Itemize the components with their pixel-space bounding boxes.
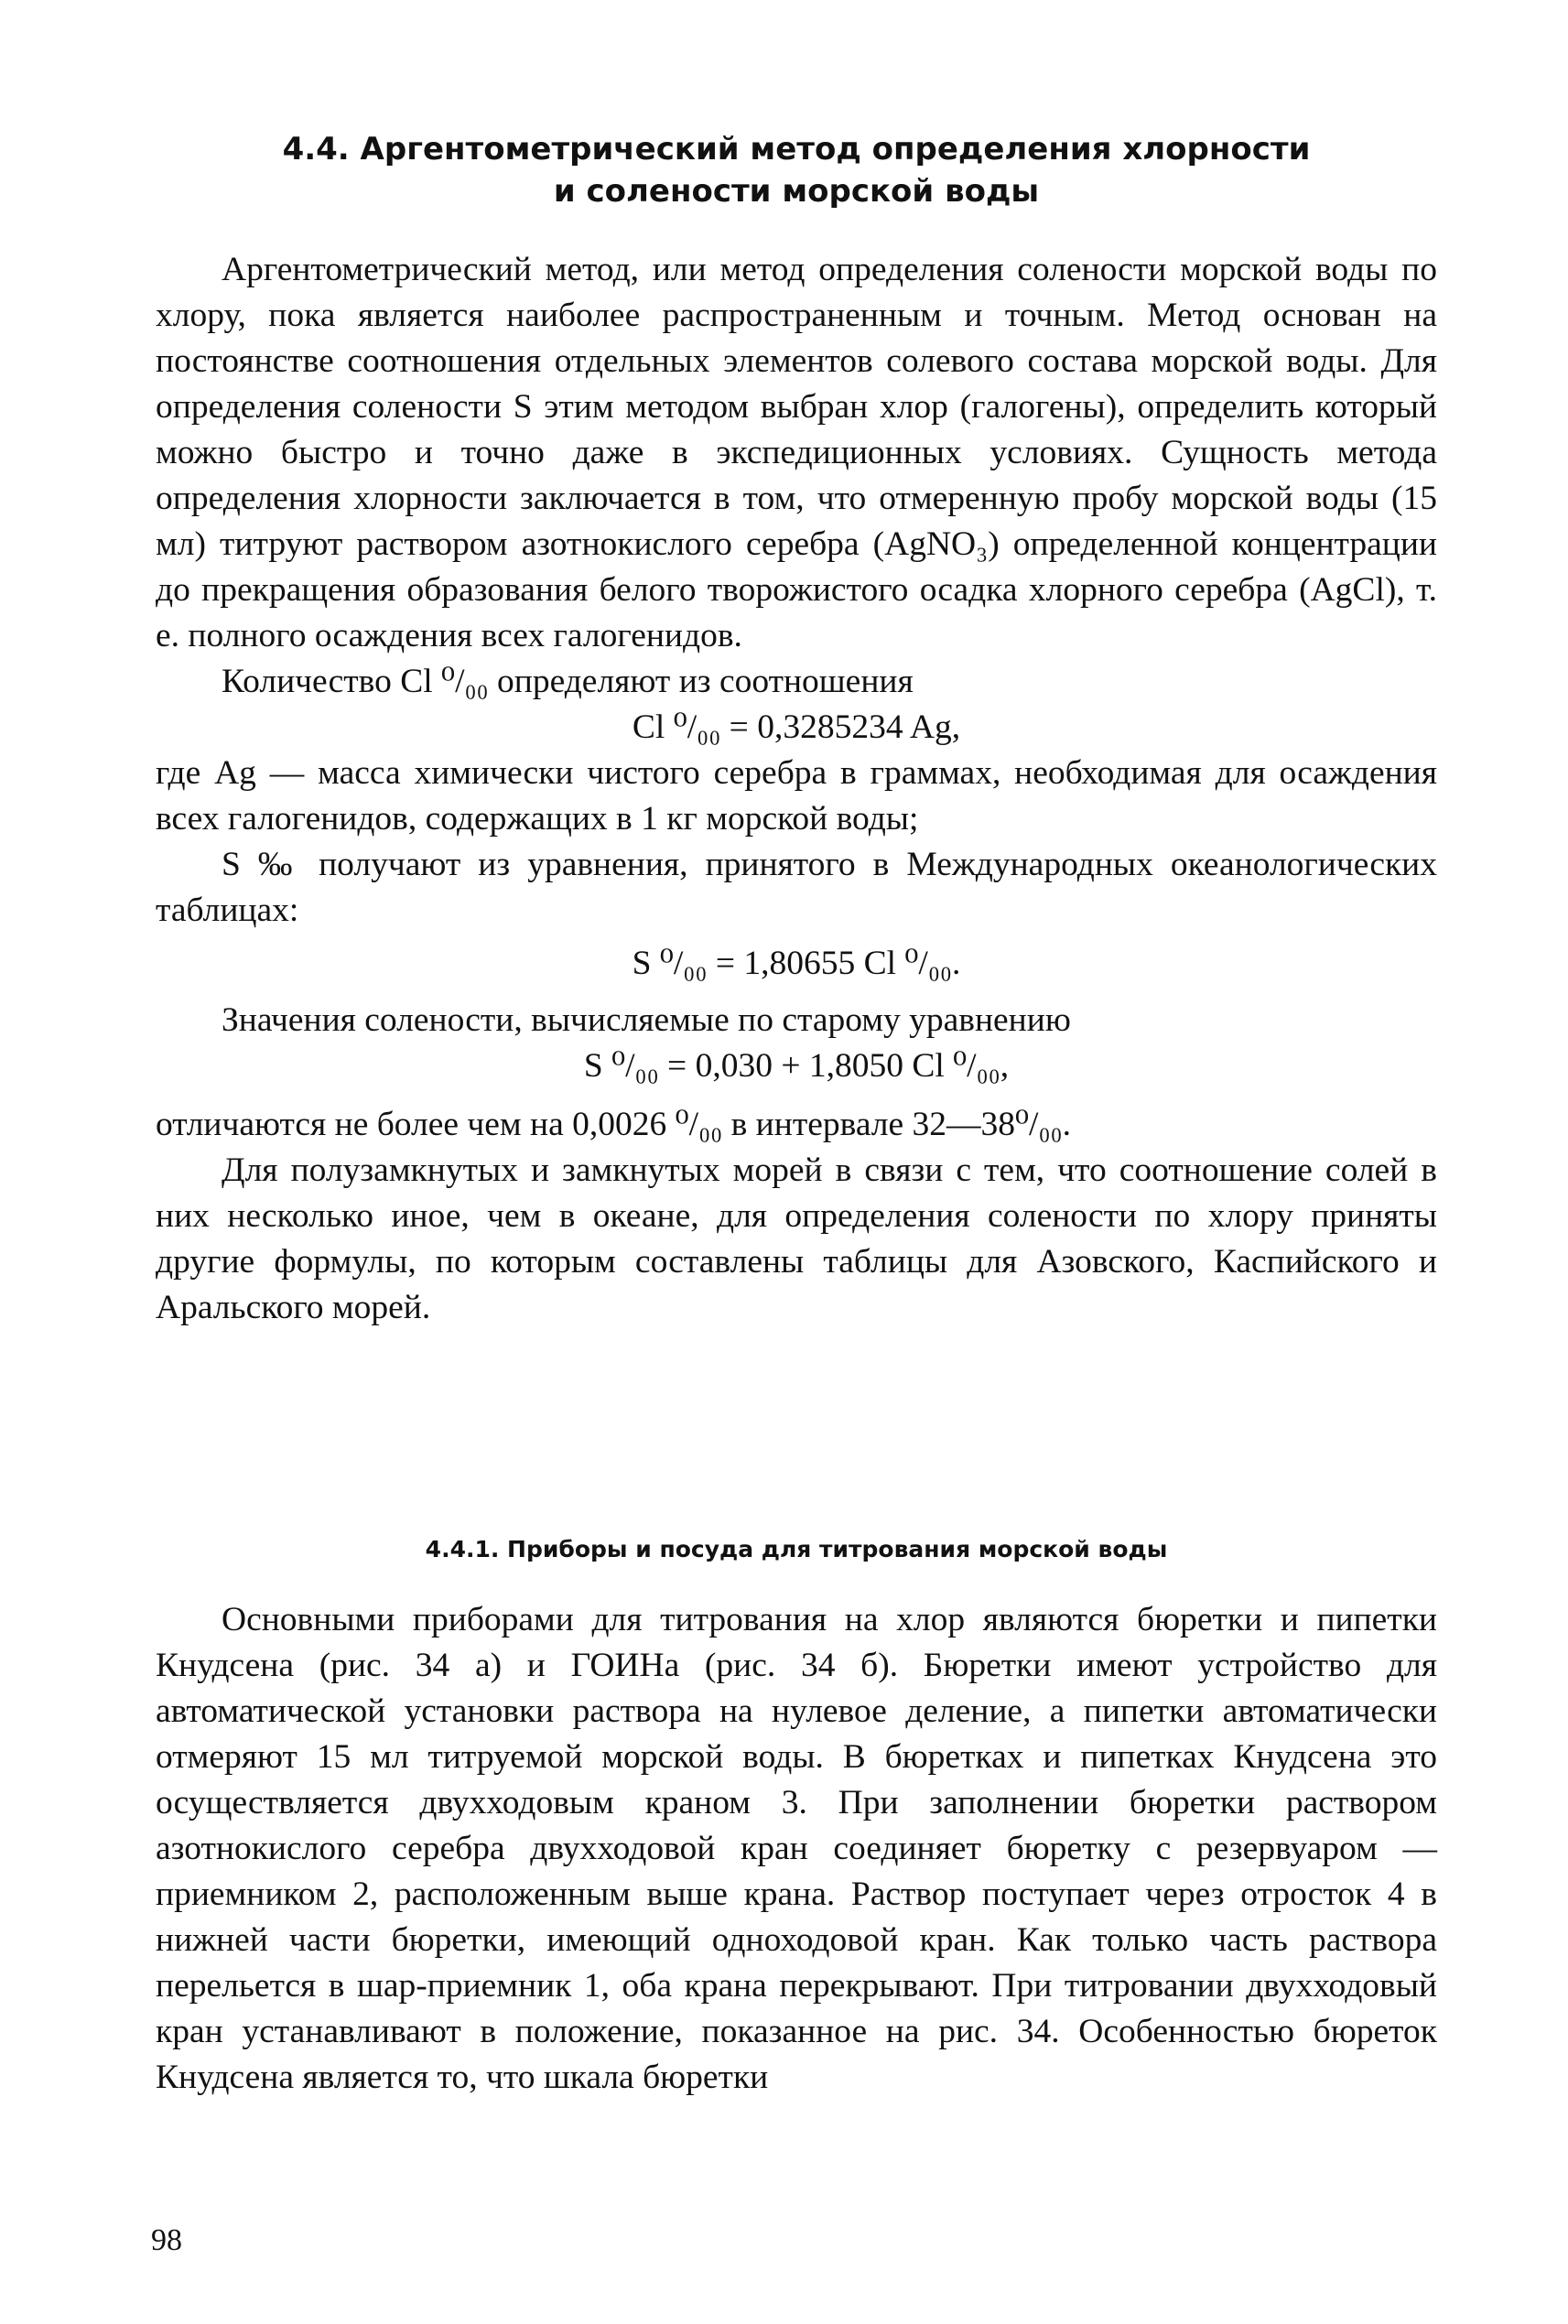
paragraph-difference: отличаются не более чем на 0,0026 ⁰/₀₀ в интервале 32—38⁰/₀₀.	[156, 1106, 1071, 1143]
paragraph-ag-definition: где Ag — масса химически чистого серебра в граммах, необходимая для осаждения всех галогенидов, содержащих в 1 кг морской воды;	[156, 754, 1437, 838]
section-title-line-1: 4.4. Аргентометрический метод определения хлорности	[282, 131, 1311, 168]
paragraph-salinity-equation: S ‰ получают из уравнения, принятого в Международных океанологических таблицах:	[156, 846, 1437, 929]
formula-salinity-international: S ⁰/₀₀ = 1,80655 Cl ⁰/₀₀.	[632, 945, 961, 982]
subsection-body	[156, 1597, 1437, 2101]
section-body	[156, 247, 1437, 1331]
formula-chlorinity: Cl ⁰/₀₀ = 0,3285234 Ag,	[632, 708, 961, 746]
section-title-line-2: и солености морской воды	[553, 173, 1040, 210]
paragraph-chlorine-quantity: Количество Cl ⁰/₀₀ определяют из соотношения	[222, 663, 914, 700]
paragraph-old-equation: Значения солености, вычисляемые по старому уравнению	[222, 1001, 1071, 1039]
formula-salinity-old: S ⁰/₀₀ = 0,030 + 1,8050 Cl ⁰/₀₀,	[583, 1047, 1010, 1085]
paragraph-semi-enclosed-seas: Для полузамкнутых и замкнутых морей в связи с тем, что соотношение солей в них несколько иное, чем в океане, для определения солености по хлору приняты другие формулы, по которым составлены таблицы для Азовского, Каспийского и Аральского морей.	[156, 1151, 1437, 1326]
section-title	[156, 128, 1437, 212]
paragraph-intro: Аргентометрический метод, или метод определения солености морской воды по хлору, пока является наиболее распространенным и точным. Метод основан на постоянстве соотношения отдельных элементов солевого состава морской воды. Для определения солености S этим методом выбран хлор (галогены), определить который можно быстро и точно даже в экспедиционных условиях. Сущность метода определения хлорности заключается в том, что отмеренную пробу морской воды (15 мл) титруют раствором азотнокислого серебра (AgNO₃) определенной концентрации до прекращения образования белого творожистого осадка хлорного серебра (AgCl), т. е. полного осаждения всех галогенидов.	[156, 251, 1437, 654]
subsection-title: 4.4.1. Приборы и посуда для титрования морской воды	[425, 1536, 1168, 1562]
page-number: 98	[151, 2223, 182, 2257]
paragraph-instruments: Основными приборами для титрования на хлор являются бюретки и пипетки Кнудсена (рис. 34 а) и ГОИНа (рис. 34 б). Бюретки имеют устройство для автоматической установки раствора на нулевое деление, а пипетки автоматически отмеряют 15 мл титруемой морской воды. В бюретках и пипетках Кнудсена это осуществляется двухходовым краном 3. При заполнении бюретки раствором азотнокислого серебра двухходовой кран соединяет бюретку с резервуаром — приемником 2, расположенным выше крана. Раствор поступает через отросток 4 в нижней части бюретки, имеющий одноходовой кран. Как только часть раствора перельется в шар-приемник 1, оба крана перекрывают. При титровании двухходовый кран устанавливают в положение, показанное на рис. 34. Особенностью бюреток Кнудсена является то, что шкала бюретки	[156, 1601, 1437, 2096]
